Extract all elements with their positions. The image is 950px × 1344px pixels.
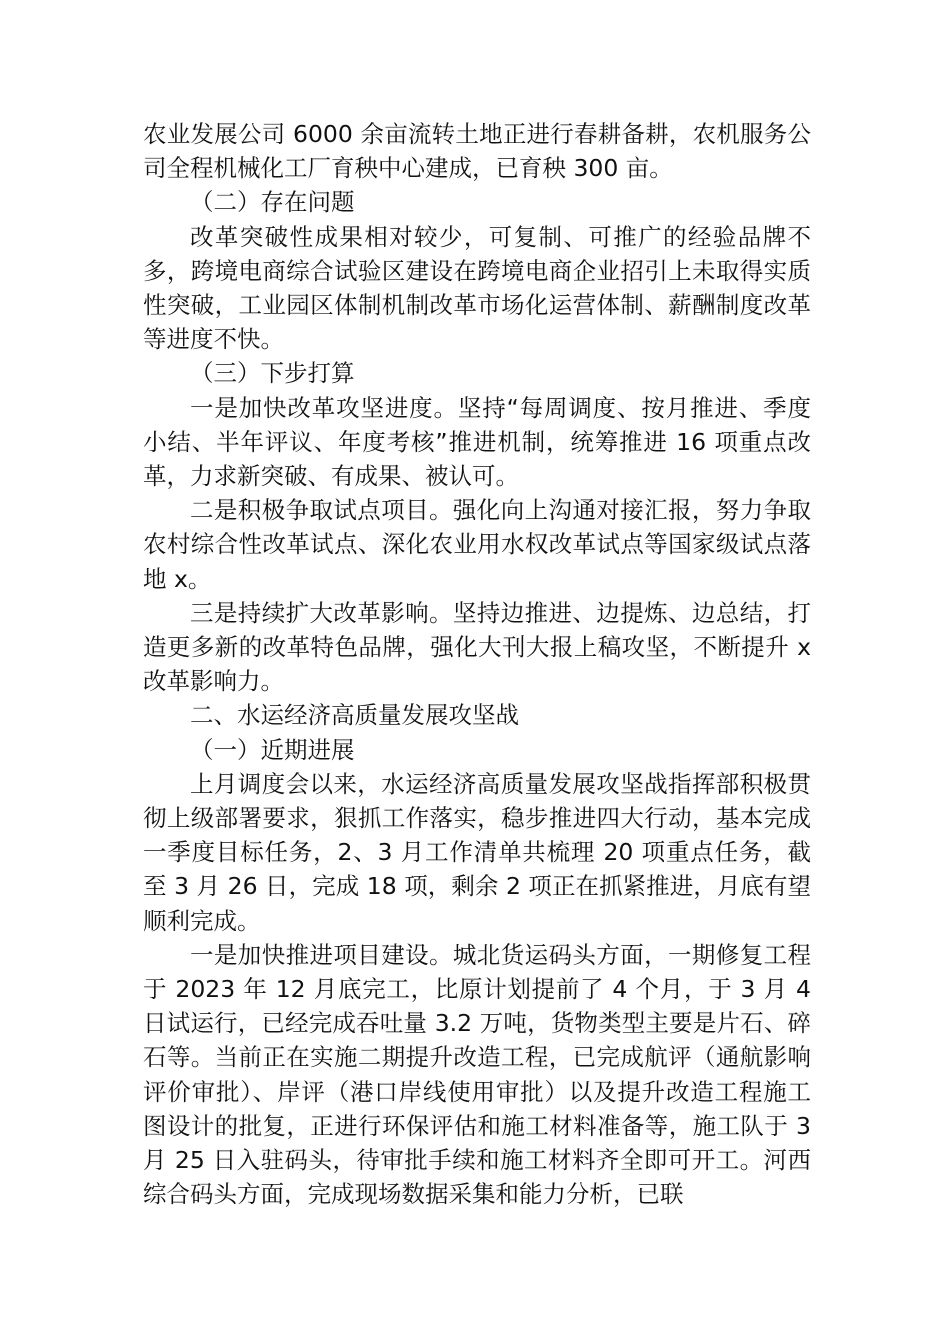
paragraph-progress-summary: 上月调度会以来，水运经济高质量发展攻坚战指挥部积极贯彻上级部署要求，狠抓工作落实，稳步推进四大行动，基本完成一季度目标任务，2、3 月工作清单共梳理 20 项重点任务，截至 3 月 26 日，完成 18 项，剩余 2 项正在抓紧推进，月底有望顺利完成。	[143, 769, 811, 935]
heading-water-transport: 二、水运经济高质量发展攻坚战	[190, 701, 519, 730]
subheading-next-plan: （三）下步打算	[190, 359, 355, 388]
paragraph-plan-1: 一是加快改革攻坚进度。坚持“每周调度、按月推进、季度小结、半年评议、年度考核”推进机制，统筹推进 16 项重点改革，力求新突破、有成果、被认可。	[143, 393, 811, 491]
paragraph-problems: 改革突破性成果相对较少，可复制、可推广的经验品牌不多，跨境电商综合试验区建设在跨境电商企业招引上未取得实质性突破，工业园区体制机制改革市场化运营体制、薪酬制度改革等进度不快。	[143, 222, 811, 354]
subheading-recent-progress: （一）近期进展	[190, 735, 355, 764]
document-page	[143, 117, 811, 1212]
paragraph-continuation: 农业发展公司 6000 余亩流转土地正进行春耕备耕，农机服务公司全程机械化工厂育秧中心建成，已育秧 300 亩。	[143, 120, 811, 183]
paragraph-project-construction: 一是加快推进项目建设。城北货运码头方面，一期修复工程于 2023 年 12 月底完工，比原计划提前了 4 个月，于 3 月 4 日试运行，已经完成吞吐量 3.2 万吨，货物类型主要是片石、碎石等。当前正在实施二期提升改造工程，已完成航评（通航影响评价审批）、岸评（港口岸线使用审批）以及提升改造工程施工图设计的批复，正进行环保评估和施工材料准备等，施工队于 3 月 25 日入驻码头，待审批手续和施工材料齐全即可开工。河西综合码头方面，完成现场数据采集和能力分析，已联	[143, 940, 811, 1209]
paragraph-plan-2: 二是积极争取试点项目。强化向上沟通对接汇报，努力争取农村综合性改革试点、深化农业用水权改革试点等国家级试点落地 x。	[143, 496, 811, 593]
subheading-existing-problems: （二）存在问题	[190, 188, 355, 217]
paragraph-plan-3: 三是持续扩大改革影响。坚持边推进、边提炼、边总结，打造更多新的改革特色品牌，强化大刊大报上稿攻坚，不断提升 x 改革影响力。	[143, 598, 811, 696]
